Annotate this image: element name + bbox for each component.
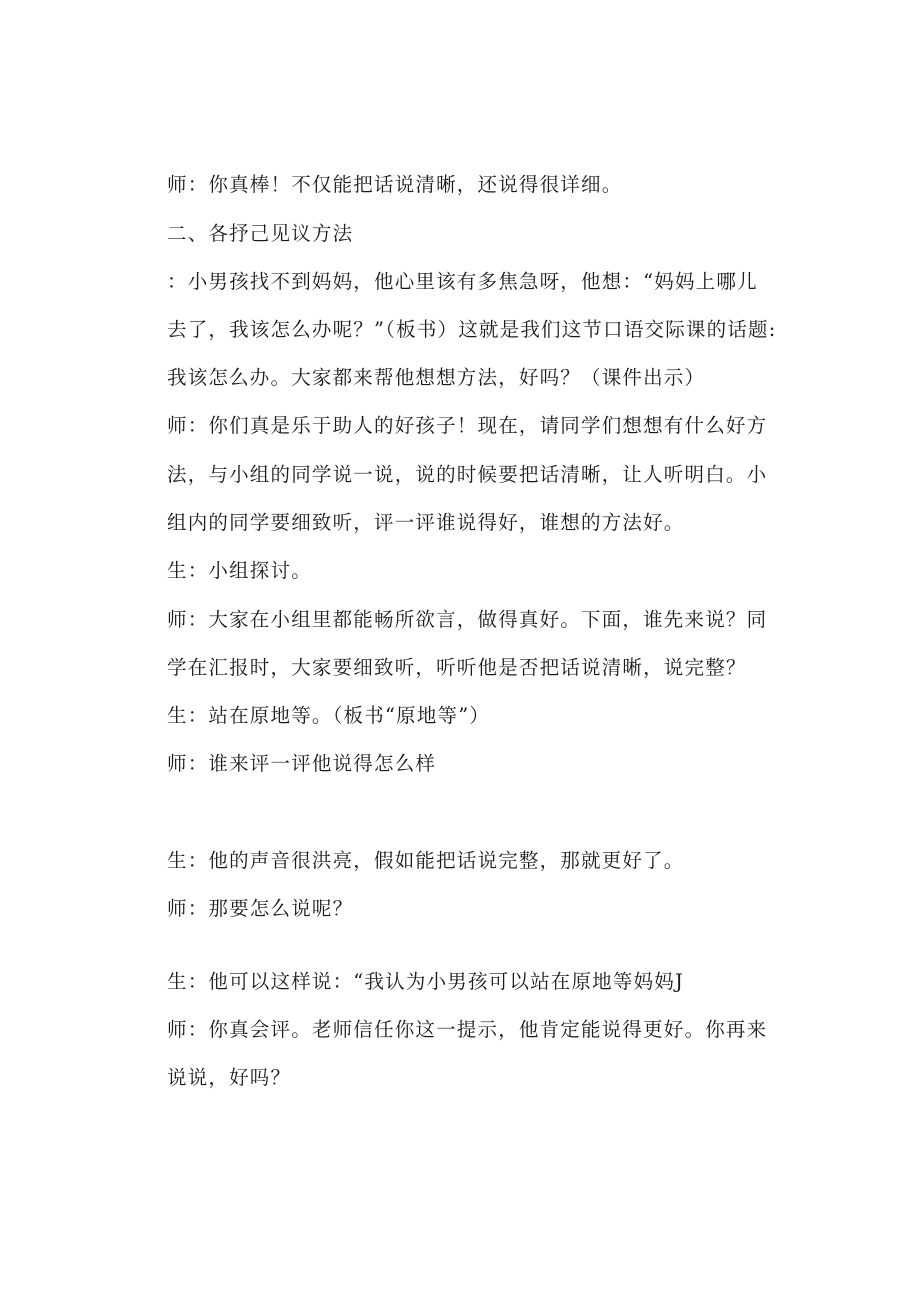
text-line: 师：你真棒！不仅能把话说清晰，还说得很详细。 [167,173,623,196]
text-line: 组内的同学要细致听，评一评谁说得好，谁想的方法好。 [167,511,685,534]
text-line: 师：你真会评。老师信任你这一提示，他肯定能说得更好。你再来 [167,1018,768,1041]
section-heading: 二、各抒己见议方法 [167,222,354,245]
text-line: 师：那要怎么说呢？ [167,897,354,920]
text-line: 师：谁来评一评他说得怎么样 [167,752,437,775]
text-line: 我该怎么办。大家都来帮他想想方法，好吗？（课件出示） [167,366,706,389]
text-line: ：小男孩找不到妈妈，他心里该有多焦急呀，他想：“妈妈上哪儿 [167,270,758,293]
text-line: 师：大家在小组里都能畅所欲言，做得真好。下面，谁先来说？同 [167,608,768,631]
text-line: 去了，我该怎么办呢？”（板书）这就是我们这节口语交际课的话题: [167,318,777,341]
text-line: 法，与小组的同学说一说，说的时候要把话清晰，让人听明白。小 [167,463,768,486]
text-line: 生：小组探讨。 [167,559,312,582]
text-line: 学在汇报时，大家要细致听，听听他是否把话说清晰，说完整？ [167,656,747,679]
text-line: 生：他的声音很洪亮，假如能把话说完整，那就更好了。 [167,849,685,872]
text-line: 生：站在原地等。（板书“原地等”） [167,704,491,727]
text-line: 说说，好吗？ [167,1066,292,1089]
text-line: 生：他可以这样说：“我认为小男孩可以站在原地等妈妈J [167,970,684,993]
text-line: 师：你们真是乐于助人的好孩子！现在，请同学们想想有什么好方 [167,414,768,437]
